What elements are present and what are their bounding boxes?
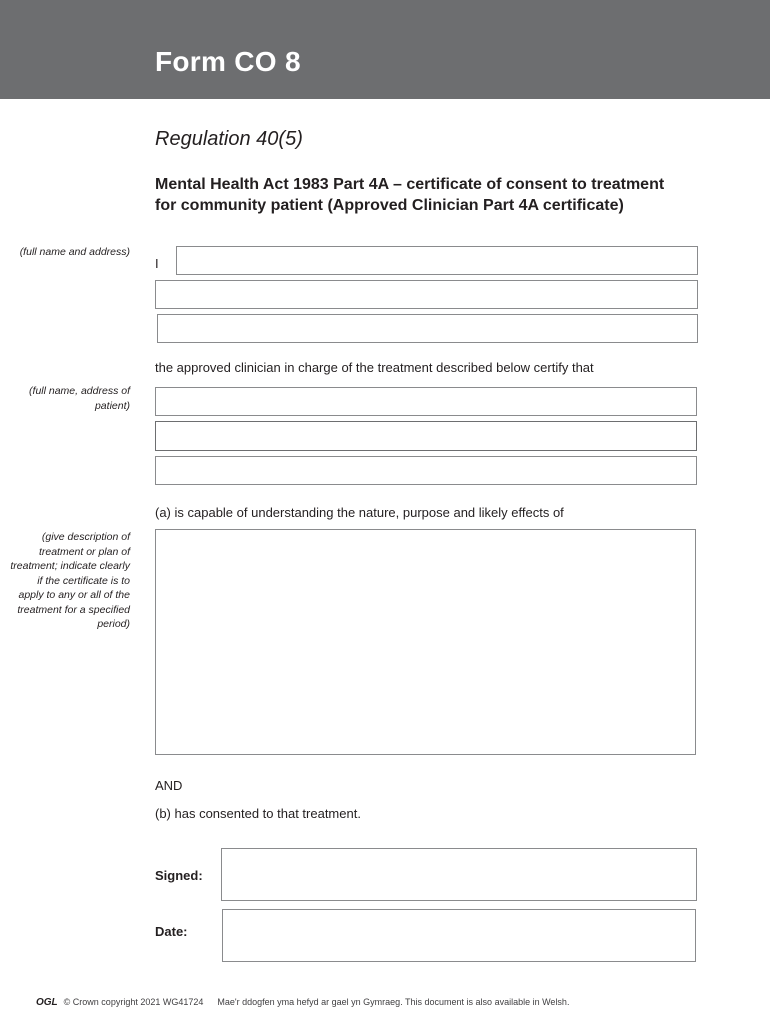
copyright-text: © Crown copyright 2021 WG41724 bbox=[63, 997, 204, 1007]
welsh-availability-text: Mae'r ddogfen yma hefyd ar gael yn Gymraeg. This document is also available in Welsh. bbox=[217, 997, 570, 1007]
consented-statement: (b) has consented to that treatment. bbox=[155, 806, 361, 821]
form-title: Form CO 8 bbox=[155, 46, 301, 77]
note-patient: (full name, address of patient) bbox=[29, 385, 130, 412]
document-heading: Mental Health Act 1983 Part 4A – certificate of consent to treatment for community patient (Approved Clinician Part 4A certificate) bbox=[155, 176, 665, 214]
footer bbox=[36, 997, 569, 1008]
clinician-name-field[interactable] bbox=[176, 246, 698, 275]
patient-name-field[interactable] bbox=[155, 387, 697, 416]
clinician-address-field-2[interactable] bbox=[157, 314, 698, 343]
date-field[interactable] bbox=[222, 909, 696, 962]
clinician-address-field-1[interactable] bbox=[155, 280, 698, 309]
pronoun-i: I bbox=[155, 256, 159, 271]
patient-address-field-1[interactable] bbox=[155, 421, 697, 451]
regulation-reference: Regulation 40(5) bbox=[155, 128, 303, 150]
note-treatment: (give description of treatment or plan of treatment; indicate clearly if the certificate is to apply to any or all of the treatment for a specified period) bbox=[10, 531, 130, 630]
signed-label: Signed: bbox=[155, 868, 203, 883]
header-band bbox=[0, 0, 770, 99]
signature-field[interactable] bbox=[221, 848, 697, 901]
certify-statement: the approved clinician in charge of the treatment described below certify that bbox=[155, 360, 594, 375]
note-full-name-address: (full name and address) bbox=[19, 246, 130, 258]
and-text: AND bbox=[155, 778, 183, 793]
patient-address-field-2[interactable] bbox=[155, 456, 697, 485]
treatment-description-field[interactable] bbox=[155, 529, 696, 755]
capable-statement: (a) is capable of understanding the nature, purpose and likely effects of bbox=[155, 505, 564, 520]
date-label: Date: bbox=[155, 924, 188, 939]
ogl-logo: OGL bbox=[36, 997, 58, 1008]
